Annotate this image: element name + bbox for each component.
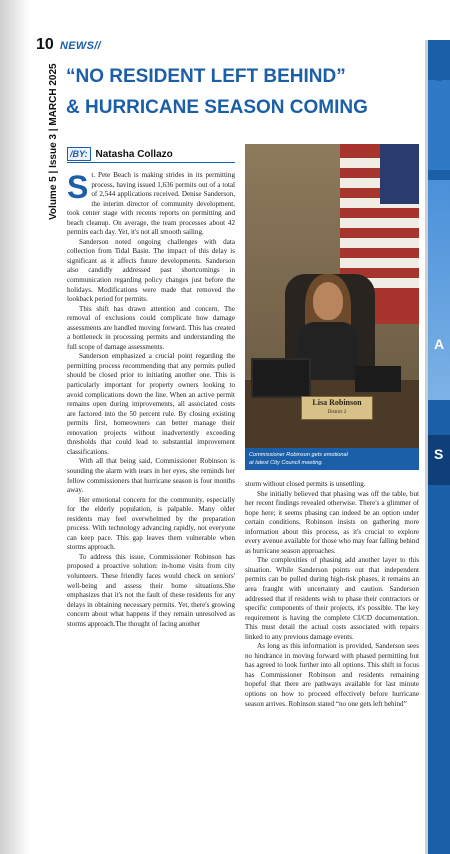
byline-rule: [67, 162, 235, 163]
article-column-1: [67, 171, 235, 629]
ad-panel: [428, 80, 450, 170]
article-paragraph: This shift has drawn attention and concern. The removal of exclusions could complicate how damage assessments are handled moving forward. This has created a bottleneck in processing permits and understanding the full scope of damage assessments.: [67, 304, 235, 351]
article-column-2: [245, 480, 419, 709]
photo-caption: [245, 448, 419, 470]
headline-line-1: “NO RESIDENT LEFT BEHIND”: [66, 66, 346, 87]
ad-letter: C: [434, 68, 445, 84]
headline-line-2: & HURRICANE SEASON COMING: [66, 97, 368, 118]
ad-letter: A: [434, 336, 445, 352]
nameplate-name: Lisa Robinson: [312, 398, 362, 407]
article-paragraph: She initially believed that phasing was off the table, but her recent findings revealed otherwise. There's a glimmer of hope here; it seems phasing can indeed be an option under certain conditions. Robinson insists on gathering more information about this process, as it's crucial to explore every avenue available for those who may fear falling behind as hurricane season approaches.: [245, 489, 419, 555]
volume-issue-text: Volume 5 | Issue 3 | MARCH 2025: [48, 63, 59, 220]
page-gutter-shadow: [0, 0, 30, 854]
article-paragraph: As long as this information is provided, Sanderson sees no hindrance in moving forward with phased permitting but has agreed to look further into all options. This shift in focus has Commissioner Robinson and residents remaining hopeful that there are pathways available for last minute options on how to proceed effectively before hurricane season arrives. Robinson stated “no one gets left behind”: [245, 642, 419, 708]
article-paragraph: storm without closed permits is unsettling.: [245, 480, 366, 488]
section-label: NEWS//: [60, 40, 101, 52]
adjacent-page-ad: [428, 40, 450, 854]
article-paragraph: Sanderson noted ongoing challenges with data collection from Tidal Basin. The impact of this delay is significant as it affects future developments. Sanderson also candidly addressed past shortcomings in communication regarding policy changes just before the holidays. Modifications were made that removed the lookback period for permits.: [67, 237, 235, 304]
byline: [67, 146, 173, 162]
monitor: [251, 358, 311, 398]
page-number: 10: [36, 36, 54, 53]
article-paragraph: The complexities of phasing add another layer to this situation. While Sanderson points out that independent permits can be pulled during high-risk phases, it remains an area fraught with uncertainty and caution. Sanderson addressed that if residents wish to phase their contractors or specific components of their projects, it's possible. The key requirement is having the complete CI/CD documentation. This must detail the actual costs associated with repairs linked to any previous damage events.: [245, 556, 419, 641]
volume-issue-label: [34, 60, 59, 260]
council-meeting-photo: [245, 144, 419, 470]
article-paragraph: St. Pete Beach is making strides in its permitting process, having issued 1,636 permits out of a total of 2,544 applications received. Denise Sanderson, the interim director of community development, took center stage with recents reports on permitting and beach cleanup. On average, the team processes about 42 permits each day. Yet, it's not all smooth sailing.: [67, 169, 235, 237]
caption-line-1: Commissioner Robinson gets emotional: [249, 452, 348, 458]
monitor: [355, 366, 401, 392]
speaker-face: [313, 282, 343, 320]
article-paragraph: With all that being said, Commissioner Robinson is sounding the alarm with tears in her eyes, she reminds her fellow commissioners that hurricane season is four months away.: [67, 457, 235, 495]
article-paragraph: Sanderson emphasized a crucial point regarding the permitting process recommending that any permits pulled should be closed prior to initiating another one. This is particularly important for property owners looking to avoid complications down the line. When an active permit remains open during improvements, all associated costs are factored into the 50 percent rule. By closing existing permits first, homeowners can better manage their renovation projects without inadvertently exceeding thresholds that could lead to substantial improvement classifications.: [67, 352, 235, 456]
nameplate: [301, 396, 373, 420]
byline-tag: /BY:: [67, 147, 91, 161]
article-paragraph: To address this issue, Commissioner Robinson has proposed a proactive solution: in-home visits from city volunteers. These friendly faces would check on seniors' well-being and assess their home situations.She emphasizes that it's not the fault of these residents for any delays in obtaining necessary permits. Yet, there's growing concern about what happens if they remain unresolved as storms approach.The thought of facing another: [67, 552, 235, 628]
nameplate-district: District 2: [327, 410, 347, 415]
ad-letter: S: [434, 446, 444, 462]
article-paragraph: Her emotional concern for the community, especially for the elderly population, is palpable. Many older residents may feel overwhelmed by the preparation process. With technology advancing rapidly, not everyone can keep pace. This gap leaves them vulnerable when storms approach.: [67, 495, 235, 552]
drop-cap: S: [67, 169, 89, 205]
author-name: Natasha Collazo: [95, 148, 173, 160]
ad-panel: [428, 180, 450, 400]
caption-line-2: at latest City Council meeting.: [249, 460, 323, 466]
